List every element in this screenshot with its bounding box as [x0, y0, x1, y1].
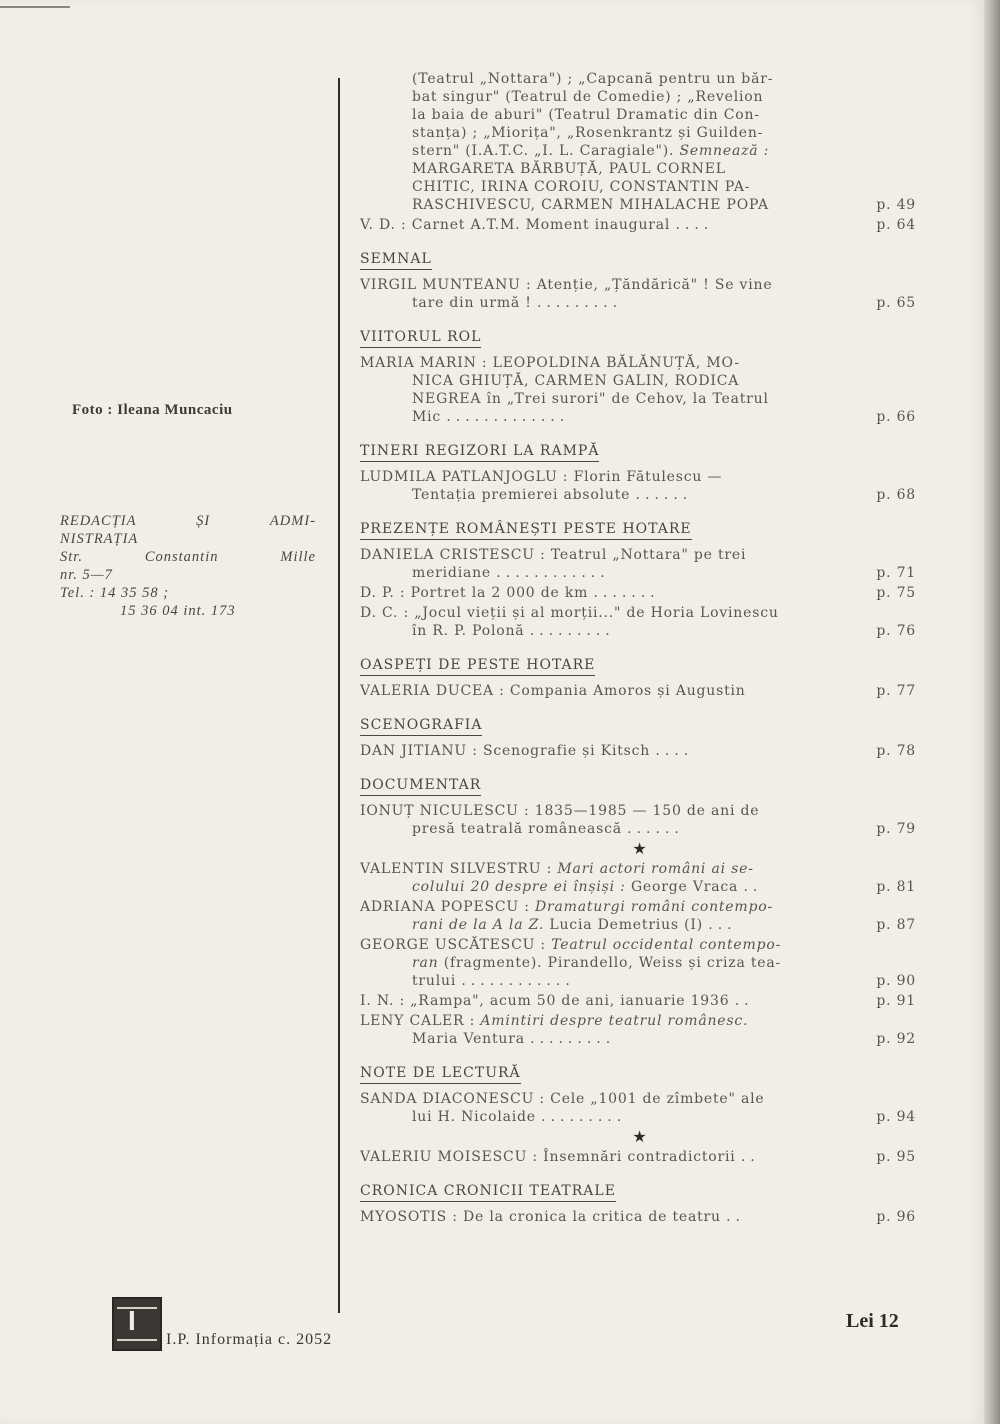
- toc-line: stanța) ; „Miorița", „Rosenkrantz și Guilden-: [412, 125, 764, 141]
- toc-line: (Teatrul „Nottara") ; „Capcană pentru un băr-: [412, 71, 774, 87]
- toc-line: VALERIA DUCEA : Compania Amoros și Augustin: [360, 683, 746, 699]
- toc-line: stern" (I.A.T.C. „I. L. Caragiale").: [412, 143, 675, 159]
- toc-italic: Amintiri despre teatrul românesc.: [480, 1013, 749, 1029]
- section-heading: TINERI REGIZORI LA RAMPĂ: [360, 442, 599, 462]
- page-number: p. 64: [876, 217, 916, 233]
- section-heading: NOTE DE LECTURĂ: [360, 1064, 521, 1084]
- toc-line: MARGARETA BĂRBUȚĂ, PAUL CORNEL: [412, 161, 726, 177]
- address-text: Mille: [280, 549, 316, 565]
- top-mark: [0, 6, 70, 8]
- toc-line: Tentația premierei absolute: [412, 487, 631, 503]
- toc-line: SANDA DIACONESCU : Cele „1001 de zîmbete" ale: [360, 1091, 765, 1107]
- toc-entry: VALERIU MOISESCU : Însemnări contradictorii .. p. 95: [360, 1149, 916, 1165]
- section-heading: SEMNAL: [360, 250, 432, 270]
- address-text: ȘI: [196, 513, 211, 529]
- toc-line: NEGREA în „Trei surori" de Cehov, la Teatrul: [412, 391, 769, 407]
- page-number: p. 66: [876, 409, 916, 425]
- toc-entry: GEORGE USCĂTESCU : Teatrul occidental contempo- ran (fragmente). Pirandello, Weiss și criza tea- trului ............ p. 90: [360, 937, 916, 989]
- toc-line: MARIA MARIN : LEOPOLDINA BĂLĂNUȚĂ, MO-: [360, 355, 740, 371]
- toc-line: tare din urmă !: [412, 295, 532, 311]
- page-number: p. 76: [876, 623, 916, 639]
- toc-line: Maria Ventura: [412, 1031, 525, 1047]
- toc-italic: Dramaturgi români contempo-: [535, 899, 773, 915]
- toc-entry: VALENTIN SILVESTRU : Mari actori români ai se- colului 20 despre ei înșiși : George Vraca .. p. 81: [360, 861, 916, 895]
- toc-entry: SANDA DIACONESCU : Cele „1001 de zîmbete" ale lui H. Nicolaide ......... p. 94: [360, 1091, 916, 1125]
- star-separator-icon: ★: [632, 1127, 648, 1146]
- toc-entry: D. C. : „Jocul vieții și al morții..." de Horia Lovinescu în R. P. Polonă ......... p. 76: [360, 605, 916, 639]
- toc-line: GEORGE USCĂTESCU :: [360, 937, 546, 953]
- toc-line: trului: [412, 973, 457, 989]
- toc-line: V. D. : Carnet A.T.M. Moment inaugural: [360, 217, 671, 233]
- toc-line: bat singur" (Teatrul de Comedie) ; „Revelion: [412, 89, 764, 105]
- toc-entry: LENY CALER : Amintiri despre teatrul românesc. Maria Ventura ......... p. 92: [360, 1013, 916, 1047]
- page-number: p. 90: [876, 973, 916, 989]
- toc-entry: [360, 682, 916, 700]
- toc-entry: MARIA MARIN : LEOPOLDINA BĂLĂNUȚĂ, MO- NICA GHIUȚĂ, CARMEN GALIN, RODICA NEGREA în „Trei surori" de Cehov, la Teatrul Mic ............. p. 66: [360, 355, 916, 425]
- page-number: p. 71: [876, 565, 916, 581]
- photo-credit: Foto : Ileana Muncaciu: [72, 402, 233, 418]
- toc-line: IONUȚ NICULESCU : 1835—1985 — 150 de ani de: [360, 803, 760, 819]
- toc-line: DAN JITIANU : Scenografie și Kitsch: [360, 743, 651, 759]
- toc-entry: DANIELA CRISTESCU : Teatrul „Nottara" pe trei meridiane ............ p. 71: [360, 547, 916, 581]
- toc-line: presă teatrală românească: [412, 821, 622, 837]
- section-heading: VIITORUL ROL: [360, 328, 481, 348]
- toc-line: VALERIU MOISESCU : Însemnări contradictorii: [360, 1149, 736, 1165]
- toc-line: LENY CALER :: [360, 1013, 476, 1029]
- page-edge: [984, 0, 1000, 1424]
- address-text: Tel. : 14 35 58 ;: [60, 585, 170, 601]
- editorial-address: [60, 512, 316, 620]
- column-divider: [338, 78, 340, 1313]
- toc-line: D. P. : Portret la 2 000 de km: [360, 585, 589, 601]
- section-heading: PREZENȚE ROMÂNEȘTI PESTE HOTARE: [360, 520, 692, 540]
- toc-entry: [360, 70, 916, 214]
- page-number: p. 95: [876, 1149, 916, 1165]
- toc-line: MYOSOTIS : De la cronica la critica de teatru: [360, 1209, 721, 1225]
- toc-italic: colului 20 despre ei înșiși :: [412, 879, 626, 895]
- toc-italic: Teatrul occidental contempo-: [551, 937, 782, 953]
- toc-italic: rani de la A la Z.: [412, 917, 545, 933]
- toc-entry: LUDMILA PATLANJOGLU : Florin Fătulescu — Tentația premierei absolute ...... p. 68: [360, 469, 916, 503]
- page-number: p. 79: [876, 821, 916, 837]
- page-number: p. 77: [876, 683, 916, 699]
- section-heading: SCENOGRAFIA: [360, 716, 482, 736]
- page-number: p. 65: [876, 295, 916, 311]
- price: Lei 12: [846, 1310, 899, 1332]
- toc-line: VIRGIL MUNTEANU : Atenție, „Țăndărică" ! Se vine: [360, 277, 773, 293]
- toc-line: meridiane: [412, 565, 492, 581]
- toc-line: RASCHIVESCU, CARMEN MIHALACHE POPA: [412, 197, 769, 213]
- star-separator-icon: ★: [632, 839, 648, 858]
- toc-line: Lucia Demetrius (I): [549, 917, 703, 933]
- page-number: p. 78: [876, 743, 916, 759]
- toc-entry: D. P. : Portret la 2 000 de km ....... p. 75: [360, 585, 916, 601]
- printer-logo-icon: I: [112, 1297, 162, 1351]
- toc-entry: VIRGIL MUNTEANU : Atenție, „Țăndărică" ! Se vine tare din urmă ! ......... p. 65: [360, 277, 916, 311]
- section-heading: CRONICA CRONICII TEATRALE: [360, 1182, 616, 1202]
- page-number: p. 96: [876, 1209, 916, 1225]
- address-text: ADMI-: [269, 513, 316, 529]
- section-heading: DOCUMENTAR: [360, 776, 481, 796]
- address-text: Constantin: [144, 549, 219, 565]
- page-number: p. 68: [876, 487, 916, 503]
- toc-line: LUDMILA PATLANJOGLU : Florin Fătulescu —: [360, 469, 723, 485]
- page-number: p. 91: [876, 993, 916, 1009]
- page-number: p. 94: [876, 1109, 916, 1125]
- toc-line: D. C. : „Jocul vieții și al morții..." de Horia Lovinescu: [360, 605, 779, 621]
- toc-line: la baia de aburi" (Teatrul Dramatic din Con-: [412, 107, 760, 123]
- address-text: NISTRAȚIA: [60, 531, 139, 547]
- printer-imprint: [112, 1297, 332, 1351]
- toc-italic: ran: [412, 955, 439, 971]
- page-number: p. 87: [876, 917, 916, 933]
- toc-line: ADRIANA POPESCU :: [360, 899, 530, 915]
- section-heading: OASPEȚI DE PESTE HOTARE: [360, 656, 595, 676]
- address-text: 15 36 04 int. 173: [120, 603, 236, 619]
- address-text: REDACȚIA: [60, 513, 137, 529]
- page-number: p. 92: [876, 1031, 916, 1047]
- toc-italic: Semnează :: [679, 143, 770, 159]
- toc-italic: Mari actori români ai se-: [557, 861, 754, 877]
- toc-line: (fragmente). Pirandello, Weiss și criza tea-: [443, 955, 782, 971]
- toc-entry: I. N. : „Rampa", acum 50 de ani, ianuarie 1936 .. p. 91: [360, 993, 916, 1009]
- toc-line: Mic: [412, 409, 442, 425]
- toc-entry: V. D. : Carnet A.T.M. Moment inaugural .... p. 64: [360, 217, 916, 233]
- toc-line: CHITIC, IRINA COROIU, CONSTANTIN PA-: [412, 179, 751, 195]
- address-text: Str.: [60, 549, 83, 565]
- toc-entry: DAN JITIANU : Scenografie și Kitsch .... p. 78: [360, 743, 916, 759]
- table-of-contents: [360, 70, 916, 1228]
- toc-line: în R. P. Polonă: [412, 623, 525, 639]
- page-number: p. 49: [876, 197, 916, 213]
- toc-entry: ADRIANA POPESCU : Dramaturgi români contempo- rani de la A la Z. Lucia Demetrius (I) ... p. 87: [360, 899, 916, 933]
- toc-line: George Vraca: [630, 879, 739, 895]
- toc-line: VALENTIN SILVESTRU :: [360, 861, 553, 877]
- toc-entry: MYOSOTIS : De la cronica la critica de teatru .. p. 96: [360, 1209, 916, 1225]
- printer-text: I.P. Informația c. 2052: [166, 1331, 333, 1348]
- toc-line: lui H. Nicolaide: [412, 1109, 536, 1125]
- toc-line: NICA GHIUȚĂ, CARMEN GALIN, RODICA: [412, 373, 740, 389]
- toc-line: DANIELA CRISTESCU : Teatrul „Nottara" pe trei: [360, 547, 747, 563]
- address-text: nr. 5—7: [60, 567, 113, 583]
- page-number: p. 75: [876, 585, 916, 601]
- page-number: p. 81: [876, 879, 916, 895]
- toc-line: I. N. : „Rampa", acum 50 de ani, ianuarie 1936: [360, 993, 730, 1009]
- toc-entry: IONUȚ NICULESCU : 1835—1985 — 150 de ani de presă teatrală românească ...... p. 79: [360, 803, 916, 837]
